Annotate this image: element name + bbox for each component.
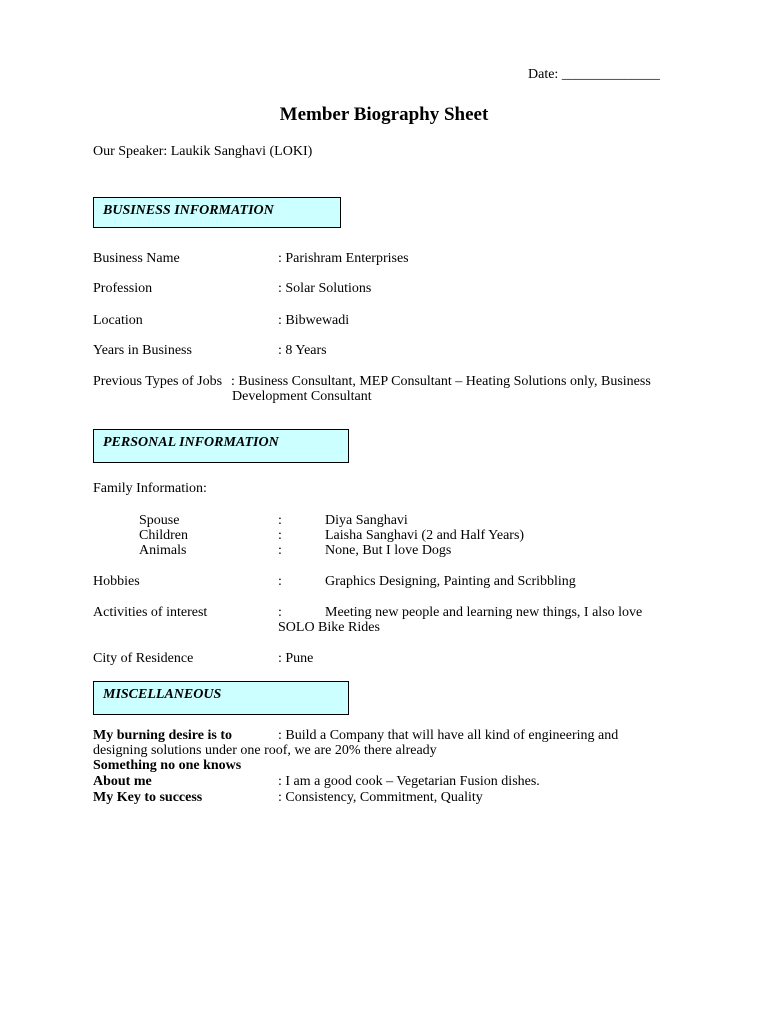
city-label: City of Residence <box>93 651 194 666</box>
previous-jobs-label: Previous Types of Jobs <box>93 374 223 389</box>
hobbies-label: Hobbies <box>93 574 140 589</box>
animals-label: Animals <box>139 543 187 558</box>
activities-label: Activities of interest <box>93 605 208 620</box>
section-title-business: BUSINESS INFORMATION <box>103 203 274 218</box>
location-value: : Bibwewadi <box>278 313 350 328</box>
children-colon: : <box>278 528 282 543</box>
section-header-business <box>93 197 341 228</box>
spouse-colon: : <box>278 513 282 528</box>
burning-desire-value-line2: designing solutions under one roof, we are 20% there already <box>93 743 437 758</box>
location-label: Location <box>93 313 143 328</box>
section-header-personal <box>93 429 349 463</box>
profession-value: : Solar Solutions <box>278 281 372 296</box>
secret-label-line2: About me <box>93 774 152 789</box>
city-value: : Pune <box>278 651 314 666</box>
previous-jobs-value-line1: : Business Consultant, MEP Consultant – Heating Solutions only, Business <box>231 374 651 389</box>
burning-desire-label: My burning desire is to <box>93 728 232 743</box>
secret-value: : I am a good cook – Vegetarian Fusion dishes. <box>278 774 540 789</box>
animals-value: None, But I love Dogs <box>325 543 452 558</box>
section-header-misc <box>93 681 349 715</box>
date-label: Date: <box>528 67 559 82</box>
activities-colon: : <box>278 605 282 620</box>
key-to-success-value: : Consistency, Commitment, Quality <box>278 790 483 805</box>
page-title: Member Biography Sheet <box>279 104 489 125</box>
speaker-line: Our Speaker: Laukik Sanghavi (LOKI) <box>93 144 313 159</box>
hobbies-value: Graphics Designing, Painting and Scribbling <box>325 574 576 589</box>
hobbies-colon: : <box>278 574 282 589</box>
children-value: Laisha Sanghavi (2 and Half Years) <box>325 528 525 543</box>
section-title-misc: MISCELLANEOUS <box>103 687 222 702</box>
years-value: : 8 Years <box>278 343 327 358</box>
previous-jobs-value-line2: Development Consultant <box>232 389 372 404</box>
date-blank-line: ______________ <box>561 67 660 82</box>
business-name-value: : Parishram Enterprises <box>278 251 409 266</box>
children-label: Children <box>139 528 188 543</box>
activities-value-line2: SOLO Bike Rides <box>278 620 380 635</box>
activities-value-line1: Meeting new people and learning new things, I also love <box>325 605 643 620</box>
date-field <box>528 67 660 82</box>
profession-label: Profession <box>93 281 153 296</box>
secret-label-line1: Something no one knows <box>93 758 242 773</box>
spouse-label: Spouse <box>139 513 180 528</box>
key-to-success-label: My Key to success <box>93 790 203 805</box>
business-name-label: Business Name <box>93 251 180 266</box>
burning-desire-value-line1: : Build a Company that will have all kind of engineering and <box>278 728 619 743</box>
spouse-value: Diya Sanghavi <box>325 513 408 528</box>
years-label: Years in Business <box>93 343 192 358</box>
animals-colon: : <box>278 543 282 558</box>
family-info-label: Family Information: <box>93 481 207 496</box>
section-title-personal: PERSONAL INFORMATION <box>103 435 279 450</box>
